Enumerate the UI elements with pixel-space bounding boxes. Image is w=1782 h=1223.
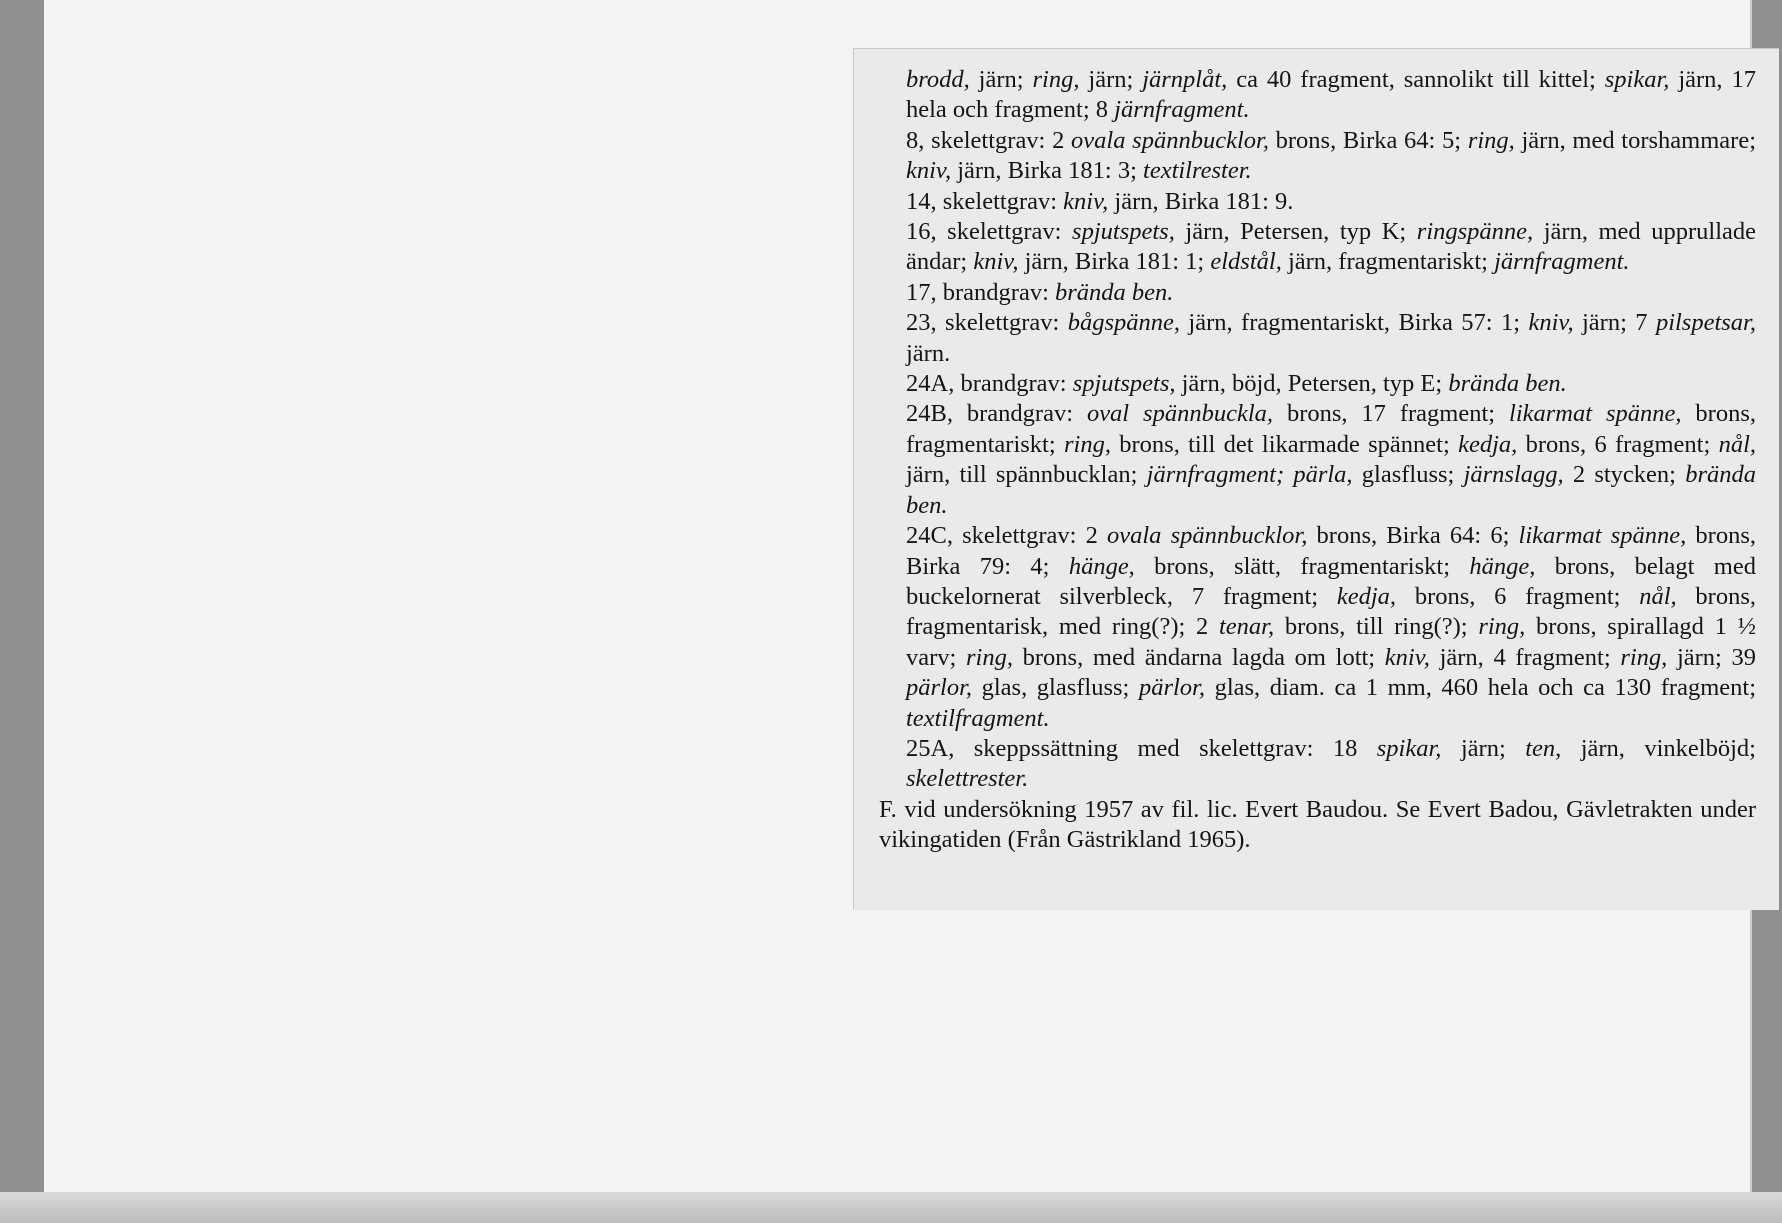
object-term: nål, [1718,430,1757,458]
object-term: spjutspets, [1072,218,1175,246]
entry-text: brons, Birka 79: 4; [906,522,1756,580]
object-term: ring, [1467,126,1515,154]
entry-text: K [1381,218,1400,246]
entry-text: brons, till det likarmade spännet; [1110,430,1459,458]
object-term: skelettrester. [906,765,1029,793]
entry-text: brons, belagt med buckelornerat silverbleck, 7 fragment; [906,552,1756,610]
excavation-note: F. vid undersökning 1957 av fil. lic. Evert Baudou. Se Evert Badou, Gävletrakten under vikingatiden (Från Gästrikland 1965). [879,795,1756,854]
entry-text: brons, 6 fragment; [1396,582,1640,610]
inventory-entry [906,187,1756,217]
entry-text: järn, 17 hela och fragment; 8 [906,66,1756,124]
entry-text: ca 40 fragment, sannolikt till kittel; [1227,66,1605,93]
entry-text: ; [1399,218,1417,246]
object-term: likarmat spänne, [1518,522,1687,550]
object-term: pärlor, [906,674,973,702]
entry-text: brons, slätt, fragmentariskt; [1134,552,1470,580]
object-term: järnfragment. [1114,96,1250,124]
entry-text: järn, böjd, Petersen, typ E; [1175,370,1449,398]
object-term: nål, [1639,582,1677,610]
grave-inventory-text [879,65,1757,856]
object-term: brända ben. [1448,370,1567,398]
text-clipping [853,48,1779,910]
entry-text: glas, glasfluss; [972,674,1139,702]
entry-text: 8, skelettgrav: 2 [906,126,1072,154]
entry-text: järn, vinkelböjd; [1561,734,1756,762]
entry-text: järn; [969,66,1033,93]
entry-text: järn; [1079,66,1143,93]
entry-text: 24A, brandgrav: [906,370,1073,398]
entry-text: järn, 4 fragment; [1429,643,1621,671]
entry-text: järn, fragmentariskt; [1281,248,1495,276]
object-term: brända ben. [906,461,1756,519]
object-term: hänge, [1068,552,1135,580]
entry-text: 23, skelettgrav: [906,309,1068,337]
object-term: kniv, [1063,187,1109,215]
entry-text: 14, skelettgrav: [906,187,1064,215]
entry-text: brons, Birka 64: 6; [1307,522,1519,550]
entry-text: järn; 39 [1667,643,1757,671]
object-term: ovala spännbucklor, [1071,126,1269,154]
entry-text: järn, Petersen, typ [1174,218,1382,246]
entry-text: järn, Birka 181: 3; [951,157,1144,185]
object-term: spjutspets, [1072,370,1176,398]
object-term: textilrester. [1143,157,1252,185]
object-term: kniv, [906,157,952,185]
object-term: spikar, [1376,734,1442,762]
inventory-entry [906,399,1756,521]
entry-text: järn; 7 [1573,309,1656,337]
object-term: pilspetsar, [1655,309,1756,337]
entry-text: 25A, skeppssättning med skelettgrav: 18 [906,734,1377,762]
entry-text: brons, med ändarna lagda om lott; [1012,643,1385,671]
inventory-entry [906,217,1756,278]
object-term: likarmat spänne, [1509,400,1682,428]
object-term: tenar, [1219,613,1275,641]
entry-text: brons, 6 fragment; [1517,430,1719,458]
object-term: ring, [1620,643,1668,671]
object-term: ring, [1032,66,1080,93]
object-term: spikar, [1604,66,1670,93]
entry-text: järn, Birka 181: 1; [1018,248,1211,276]
object-term: kniv, [973,248,1019,276]
entry-text: brons, spirallagd 1 ½ varv; [906,613,1757,671]
entry-text: järn, till spännbucklan; [906,461,1147,489]
object-term: ringspänne, [1416,218,1534,246]
entry-text: järn, med torshammare; [1514,126,1756,154]
object-term: kniv, [1384,643,1430,671]
entry-text: järn, fragmentariskt, Birka 57: 1; [1180,309,1529,337]
object-term: kniv, [1528,309,1574,337]
object-term: bågspänne, [1067,309,1181,337]
object-term: pärlor, [1138,674,1205,702]
inventory-entry [906,521,1756,734]
object-term: ring, [1063,430,1111,458]
entry-text: brons, 17 fragment; [1273,400,1510,428]
sheet-bottom-edge [0,1192,1782,1223]
entry-text: glas, diam. ca 1 mm, 460 hela och ca 130 fragment; [1205,674,1757,702]
entry-text: 24B, brandgrav: [906,400,1087,428]
object-term: kedja, [1458,430,1518,458]
object-term: ovala spännbucklor, [1107,522,1308,550]
object-term: järnfragment; pärla, [1146,461,1353,489]
object-term: järnslagg, [1463,461,1564,489]
paper-sheet [44,0,1757,1194]
object-term: textilfragment. [906,704,1050,732]
entry-text: järn, Birka 181: 9. [1108,187,1294,215]
entry-text: glasfluss; [1352,461,1464,489]
entry-text: brons, fragmentariskt; [906,400,1756,458]
object-term: brända ben. [1055,278,1174,306]
entry-text: brons, fragmentarisk, med ring(?); 2 [906,582,1756,641]
object-term: ring, [1478,613,1526,641]
entry-text: brons, till ring(?); [1274,613,1479,641]
entry-text: 16, skelettgrav: [906,218,1073,246]
entry-text: järn; [1441,734,1526,762]
entry-text: 24C, skelettgrav: 2 [906,522,1107,550]
inventory-entry [906,278,1756,308]
object-term: oval spännbuckla, [1086,400,1274,428]
inventory-entry [906,126,1756,187]
object-term: järnfragment. [1494,248,1630,276]
entry-text: brons, Birka 64: 5; [1268,126,1468,154]
object-term: ten, [1525,734,1562,762]
object-term: kedja, [1336,582,1397,610]
entry-text: järn, med upprullade ändar; [906,218,1757,276]
inventory-entry [906,65,1756,126]
entry-text: 17, brandgrav: [906,278,1055,306]
object-term: brodd, [906,66,970,93]
object-term: eldstål, [1210,248,1282,276]
entry-text: järn. [906,339,951,367]
entry-text: 2 stycken; [1563,461,1686,489]
inventory-entry [906,308,1756,369]
object-term: hänge, [1469,552,1536,580]
object-term: järnplåt, [1142,66,1228,93]
inventory-entry [906,734,1756,795]
inventory-entry [906,369,1756,399]
object-term: ring, [966,643,1013,671]
